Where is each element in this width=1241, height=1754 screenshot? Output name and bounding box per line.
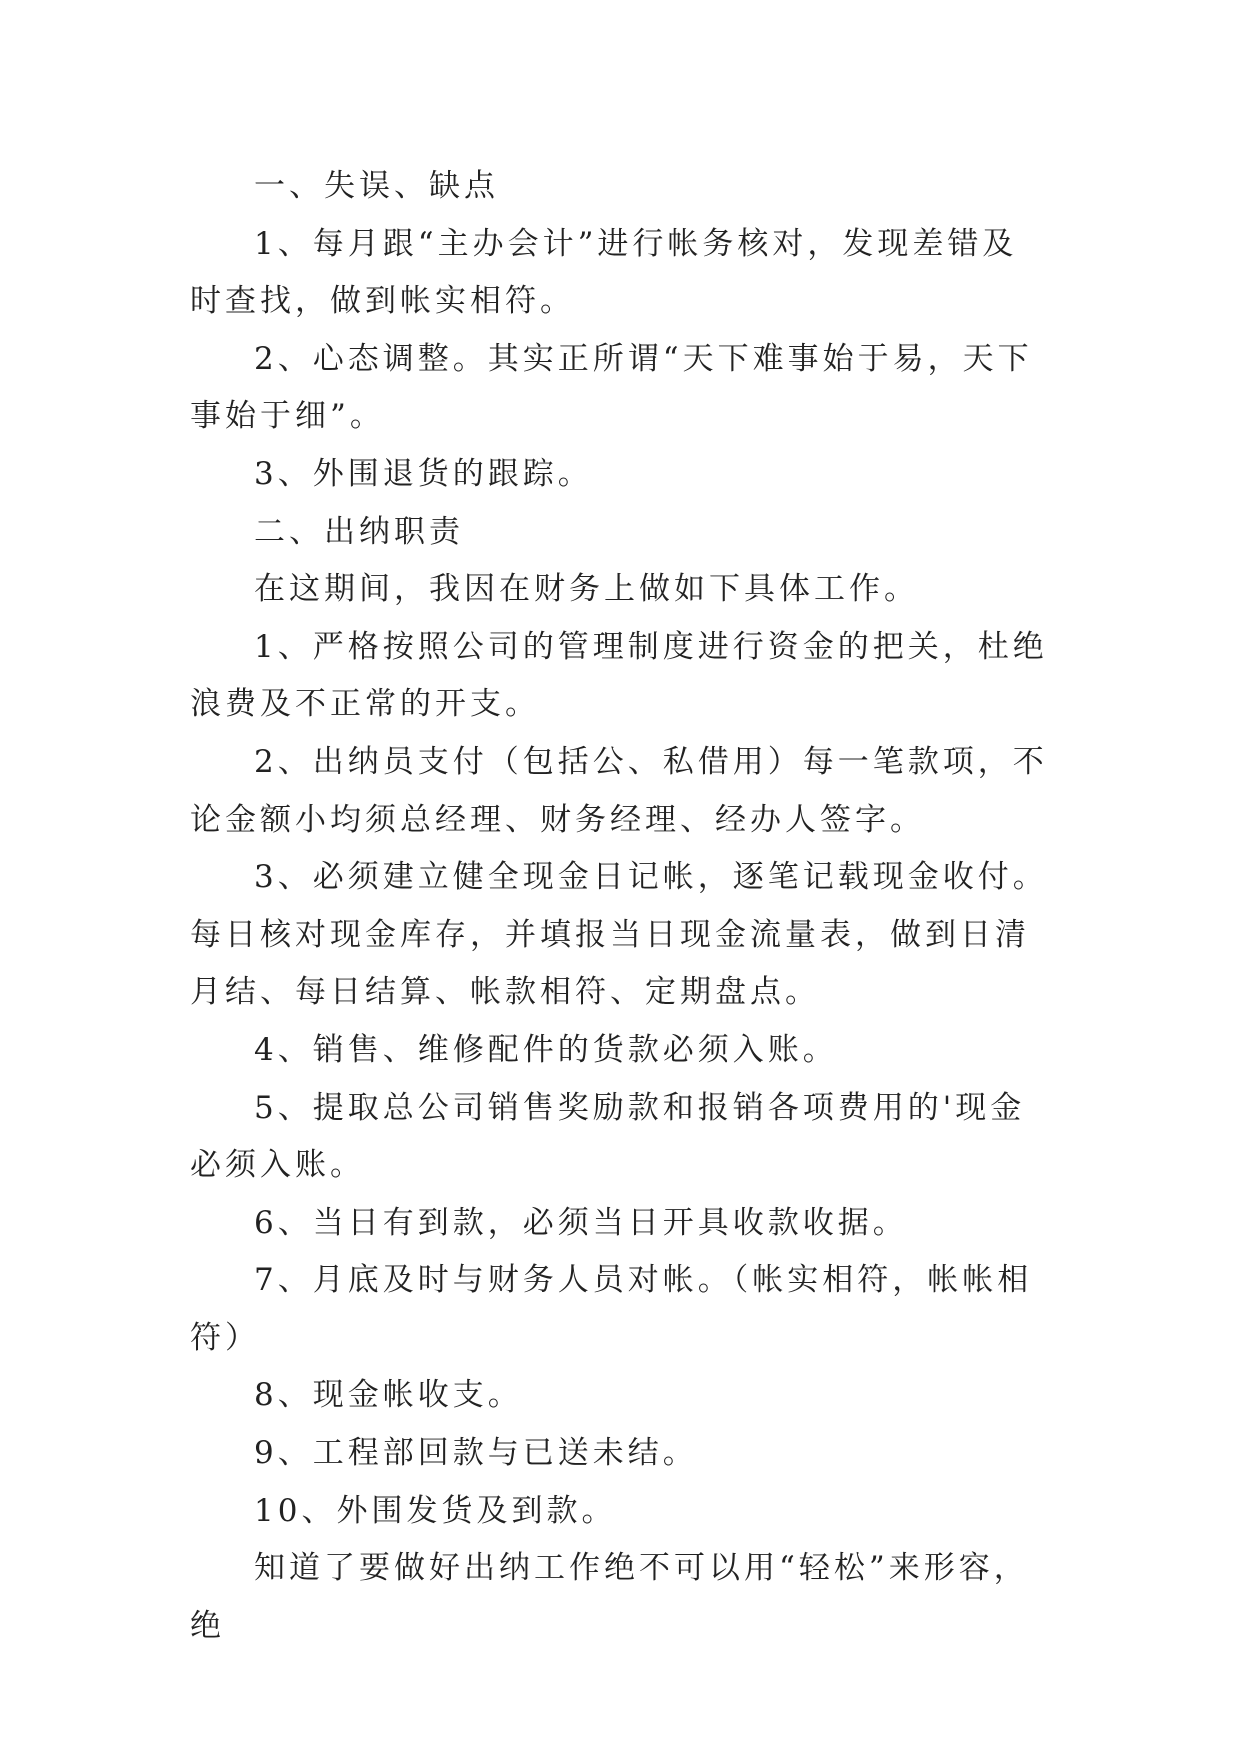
paragraph: 1、严格按照公司的管理制度进行资金的把关，杜绝浪费及不正常的开支。 — [190, 628, 1048, 723]
paragraph: 7、月底及时与财务人员对帐。（帐实相符，帐帐相符） — [190, 1262, 1033, 1356]
paragraph: 6、当日有到款，必须当日开具收款收据。 — [254, 1204, 908, 1241]
paragraph: 9、工程部回款与已送未结。 — [254, 1435, 698, 1472]
section-heading-mistakes: 一、失误、缺点 — [254, 168, 499, 204]
paragraph: 1、每月跟“主办会计”进行帐务核对，发现差错及时查找，做到帐实相符。 — [190, 225, 1018, 320]
paragraph: 2、出纳员支付（包括公、私借用）每一笔款项，不论金额小均须总经理、财务经理、经办人签字。 — [190, 743, 1048, 838]
section-heading-cashier-duties: 二、出纳职责 — [254, 513, 464, 550]
paragraph: 4、销售、维修配件的货款必须入账。 — [254, 1031, 838, 1068]
paragraph: 3、外围退货的跟踪。 — [254, 455, 593, 492]
paragraph: 3、必须建立健全现金日记帐，逐笔记载现金收付。每日核对现金库存，并填报当日现金流量表，做到日清月结、每日结算、帐款相符、定期盘点。 — [190, 859, 1048, 1011]
paragraph: 8、现金帐收支。 — [254, 1377, 523, 1414]
paragraph: 2、心态调整。其实正所谓“天下难事始于易，天下事始于细”。 — [190, 340, 1033, 435]
paragraph: 5、提取总公司销售奖励款和报销各项费用的'现金必须入账。 — [190, 1089, 1026, 1184]
paragraph: 在这期间，我因在财务上做如下具体工作。 — [254, 571, 919, 608]
paragraph: 10、外围发货及到款。 — [254, 1492, 617, 1529]
document-body — [190, 158, 1050, 1655]
paragraph: 知道了要做好出纳工作绝不可以用“轻松”来形容，绝 — [190, 1550, 1029, 1644]
